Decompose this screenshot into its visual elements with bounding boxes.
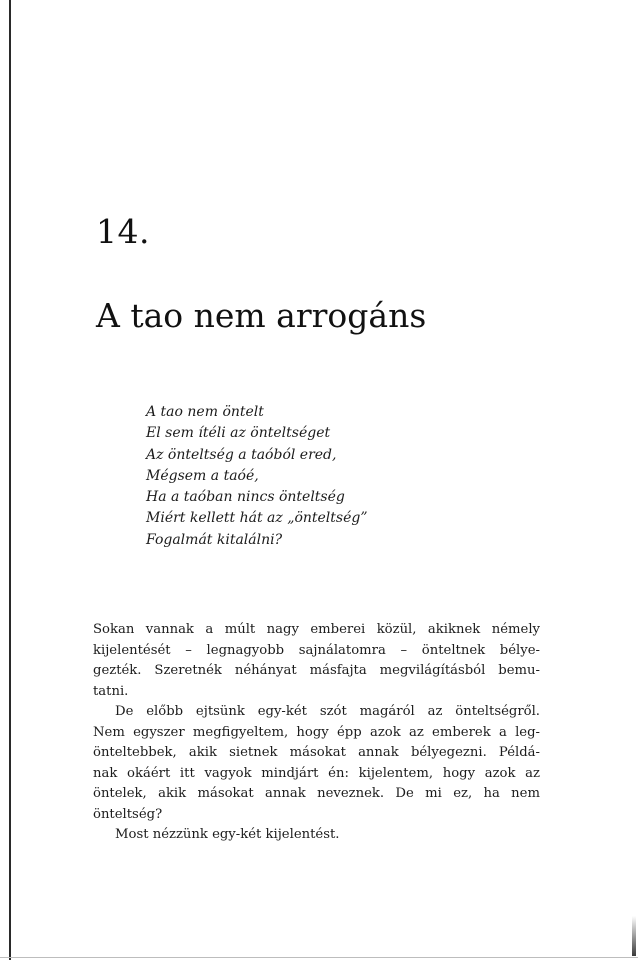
page-edge-left [9,0,11,960]
body-line: gezték. Szeretnék néhányat másfajta megvilágításból bemu- [93,663,540,678]
page-edge-bottom [0,957,638,958]
poem-line: El sem ítéli az önteltséget [146,425,331,442]
body-text [93,620,540,846]
body-line: kijelentését – legnagyobb sajnálatomra – önteltnek bélye- [93,642,540,658]
body-line: De előbb ejtsünk egy-két szót magáról az önteltségről. [115,704,540,719]
poem [146,402,368,551]
body-line: önteltebbek, akik sietnek másokat annak bélyegezni. Példá- [93,745,540,760]
body-line: Nem egyszer megfigyeltem, hogy épp azok az emberek a leg- [93,724,540,740]
poem-line: Az önteltség a taóból ered, [146,446,337,463]
body-line: Most nézzünk egy-két kijelentést. [115,827,340,842]
body-line: öntelek, akik másokat annak neveznek. De mi ez, ha nem [93,786,540,801]
poem-line: A tao nem öntelt [146,404,264,420]
body-line: önteltség? [93,806,163,822]
poem-line: Miért kellett hát az „önteltség” [146,510,368,527]
body-line: tatni. [93,683,129,699]
scan-corner-mark [632,916,636,956]
poem-line: Fogalmát kitalálni? [146,531,283,548]
poem-line: Ha a taóban nincs önteltség [146,489,345,506]
poem-line: Mégsem a taóé, [146,467,259,484]
body-line: Sokan vannak a múlt nagy emberei közül, akiknek némely [93,622,540,637]
chapter-number: 14. [96,212,150,251]
chapter-title: A tao nem arrogáns [96,296,427,335]
body-line: nak okáért itt vagyok mindjárt én: kijelentem, hogy azok az [93,765,540,781]
